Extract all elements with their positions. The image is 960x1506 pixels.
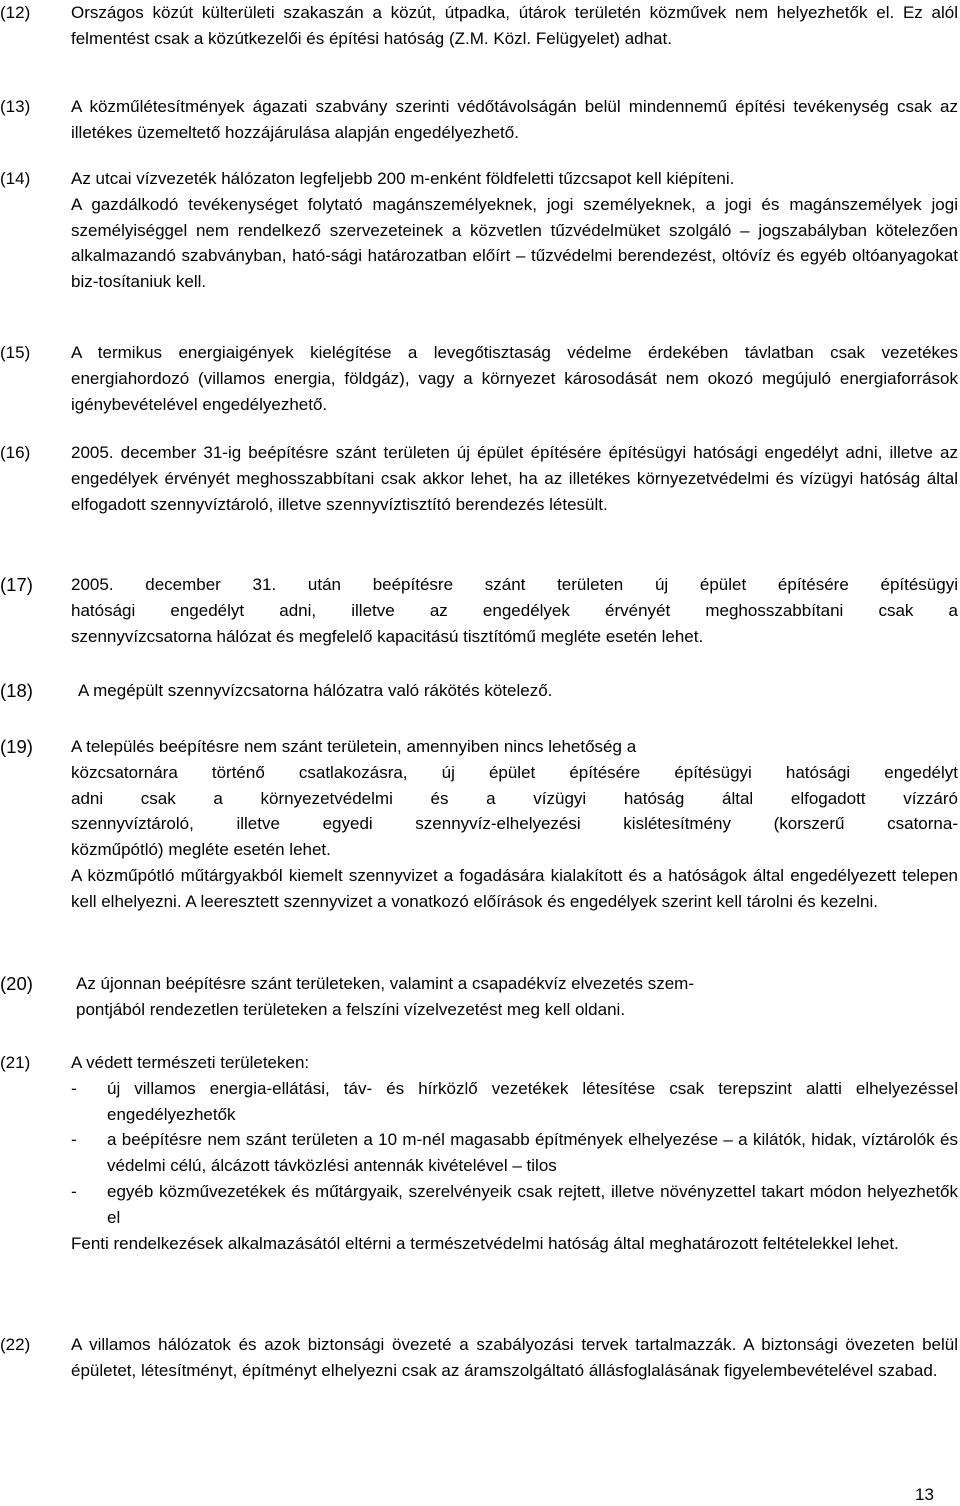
paragraph-text: 2005. december 31-ig beépítésre szánt területen új épület építésére építésügyi hatósági engedélyt adni, illetve az engedélyek érvényét meghosszabbítani csak akkor lehet, ha az illetékes környezetvédelmi és vízügyi hatóság által elfogadott szennyvíztároló, illetve szennyvíztisztító berendezés létesült. (71, 443, 958, 514)
list-item (0, 1127, 960, 1179)
paragraph-number: (17) (0, 574, 33, 595)
paragraph-text-continued: A gazdálkodó tevékenységet folytató magánszemélyeknek, jogi személyeknek, a jogi és magánszemélyek jogi személyiséggel nem rendelkező szervezeteinek a közvetlen tűzvédelmüket szolgáló – jogszabályban kötelezően alkalmazandó szabványban, ható-sági határozatban előírt – tűzvédelmi berendezést, oltóvíz és egyéb oltóanyagokat biz-tosítaniuk kell. (71, 194, 958, 292)
paragraph-21 (0, 1050, 960, 1256)
paragraph-number: (16) (0, 443, 31, 462)
paragraph-line: Az újonnan beépítésre szánt területeken, valamint a csapadékvíz elvezetés szem- (76, 974, 695, 993)
paragraph-line: közműpótló) megléte esetén lehet. (71, 840, 331, 860)
dash-list (0, 1076, 960, 1231)
paragraph-line: szennyvízcsatorna hálózat és megfelelő kapacitású tisztítómű megléte esetén lehet. (71, 626, 704, 646)
dash-bullet: - (71, 1181, 77, 1201)
paragraph-20 (0, 971, 960, 1023)
paragraph-13 (0, 94, 960, 146)
paragraph-number: (18) (0, 680, 33, 701)
paragraph-number: (12) (0, 3, 31, 22)
paragraph-number: (21) (0, 1053, 31, 1072)
paragraph-14 (0, 166, 960, 295)
paragraph-number: (20) (0, 973, 33, 994)
paragraph-text-continued: A közműpótló műtárgyakból kiemelt szennyvizet a fogadására kialakított és a hatóságok által engedélyezett telepen kell elhelyezni. A leeresztett szennyvizet a vonatkozó előírások és engedélyek szerint kell tárolni és kezelni. (71, 865, 958, 911)
paragraph-12 (0, 0, 960, 52)
paragraph-outro: Fenti rendelkezések alkalmazásától eltérni a természetvédelmi hatóság által meghatározott feltételekkel lehet. (71, 1233, 899, 1253)
paragraph-18 (0, 678, 960, 704)
list-item (0, 1179, 960, 1231)
paragraph-number: (19) (0, 736, 33, 757)
list-item-text: új villamos energia-ellátási, táv- és hírközlő vezetékek létesítése csak terepszint alatti elhelyezéssel engedélyezhetők (107, 1078, 958, 1124)
list-item-text: egyéb közművezetékek és műtárgyaik, szerelvényeik csak rejtett, illetve növényzettel takart módon helyezhetők el (107, 1181, 958, 1227)
paragraph-number: (13) (0, 97, 31, 116)
paragraph-line: A település beépítésre nem szánt területein, amennyiben nincs lehetőség a (71, 737, 637, 756)
paragraph-text: Az utcai vízvezeték hálózaton legfeljebb 200 m-enként földfeletti tűzcsapot kell kiépíteni. (71, 169, 735, 188)
paragraph-line: hatósági engedélyt adni, illetve az engedélyek érvényét meghosszabbítani csak a (71, 600, 958, 620)
dash-bullet: - (71, 1130, 77, 1150)
paragraph-number: (15) (0, 343, 31, 362)
paragraph-text: Országos közút külterületi szakaszán a közút, útpadka, útárok területén közművek nem helyezhetők el. Ez alól felmentést csak a közútkezelői és építési hatóság (Z.M. Közl. Felügyelet) adhat. (71, 3, 958, 48)
paragraph-19 (0, 734, 960, 915)
paragraph-22 (0, 1332, 960, 1384)
list-item (0, 1076, 960, 1128)
paragraph-number: (22) (0, 1335, 31, 1354)
paragraph-16 (0, 440, 960, 517)
paragraph-line: szennyvíztároló, illetve egyedi szennyvíz-elhelyezési kislétesítmény (korszerű csatorna- (71, 814, 958, 834)
paragraph-17 (0, 572, 960, 649)
paragraph-number: (14) (0, 169, 31, 188)
dash-bullet: - (71, 1078, 77, 1098)
paragraph-text: A megépült szennyvízcsatorna hálózatra való rákötés kötelező. (78, 681, 553, 700)
paragraph-text: A villamos hálózatok és azok biztonsági övezeté a szabályozási tervek tartalmazzák. A biztonsági övezeten belül épületet, létesítményt, építményt elhelyezni csak az áramszolgáltató állásfoglalásának figyelembevételével szabad. (71, 1335, 958, 1380)
paragraph-intro: A védett természeti területeken: (71, 1053, 310, 1072)
paragraph-text: A termikus energiaigények kielégítése a levegőtisztaság védelme érdekében távlatban csak vezetékes energiahordozó (villamos energia, földgáz), vagy a környezet károsodását nem okozó megújuló energiaforrások igénybevételével engedélyezhető. (71, 343, 958, 414)
paragraph-line: adni csak a környezetvédelmi és a vízügyi hatóság által elfogadott vízzáró (71, 788, 958, 808)
paragraph-line: 2005. december 31. után beépítésre szánt területen új épület építésére építésügyi (71, 575, 958, 594)
paragraph-line: közcsatornára történő csatlakozásra, új épület építésére építésügyi hatósági engedélyt (71, 762, 958, 782)
paragraph-line: pontjából rendezetlen területeken a felszíni vízelvezetést meg kell oldani. (76, 999, 626, 1019)
paragraph-15 (0, 340, 960, 417)
list-item-text: a beépítésre nem szánt területen a 10 m-nél magasabb építmények elhelyezése – a kilátók, hidak, víztárolók és védelmi célú, álcázott távközlési antennák kivételével – tilos (107, 1130, 958, 1176)
page-number: 13 (915, 1485, 934, 1504)
paragraph-text: A közműlétesítmények ágazati szabvány szerinti védőtávolságán belül mindennemű építési tevékenység csak az illetékes üzemeltető hozzájárulása alapján engedélyezhető. (71, 97, 958, 142)
